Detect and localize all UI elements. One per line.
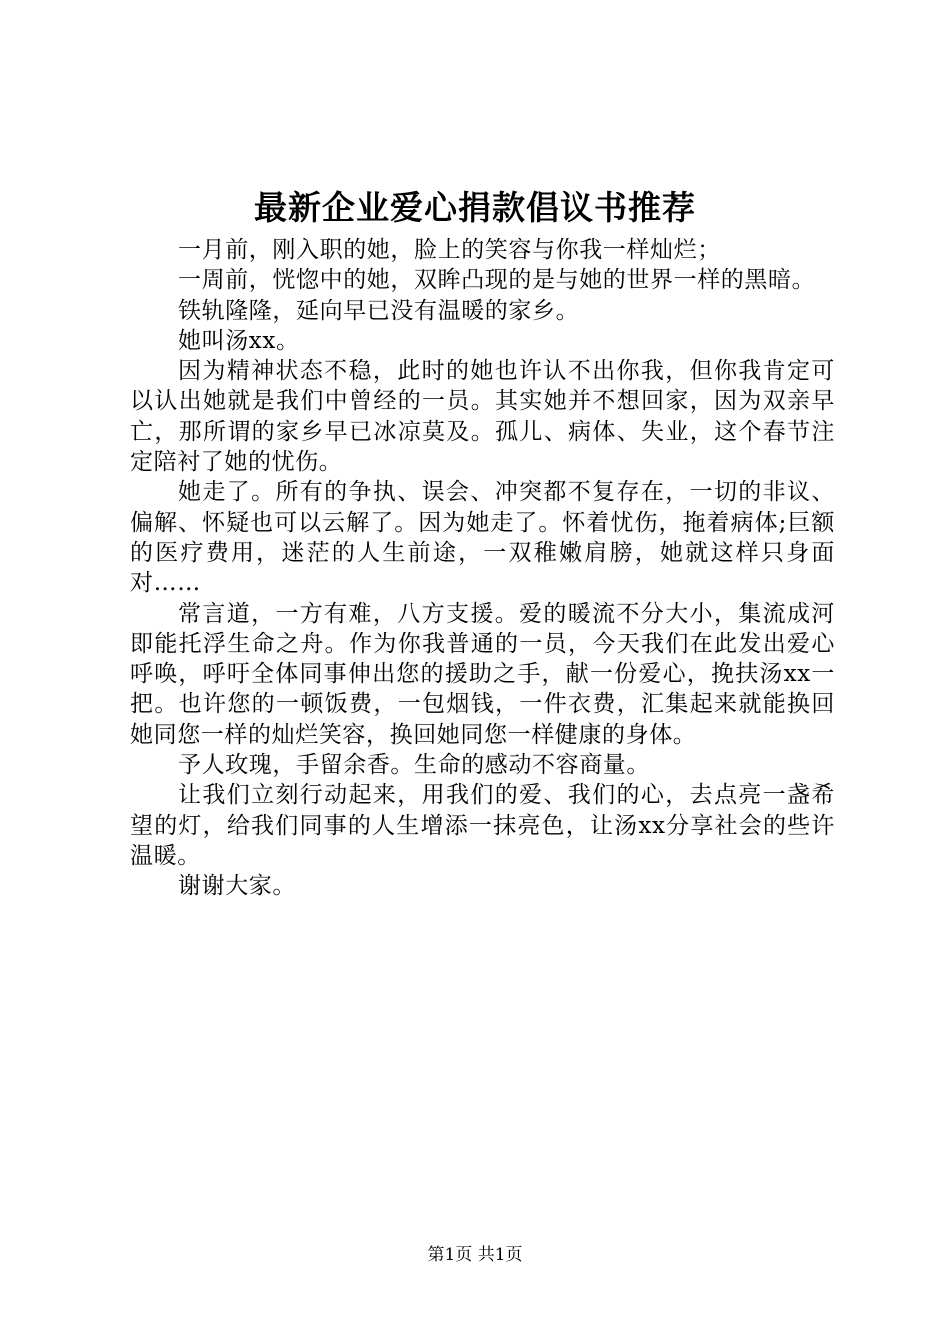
paragraph: 一月前，刚入职的她，脸上的笑容与你我一样灿烂；	[178, 237, 721, 263]
paragraph: 一周前，恍惚中的她，双眸凸现的是与她的世界一样的黑暗。	[178, 267, 816, 294]
paragraph: 常言道，一方有难，八方支援。爱的暖流不分大小，集流成河即能托浮生命之舟。作为你我普通的一员，今天我们在此发出爱心呼唤，呼吁全体同事伸出您的援助之手，献一份爱心，挽扶汤xx一把。也许您的一顿饭费，一包烟钱，一件衣费，汇集起来就能换回她同您一样的灿烂笑容，换回她同您一样健康的身体。	[130, 600, 835, 748]
document-body	[130, 235, 835, 902]
paragraph: 让我们立刻行动起来，用我们的爱、我们的心，去点亮一盏希望的灯，给我们同事的人生增添一抹亮色，让汤xx分享社会的些许温暖。	[130, 782, 835, 869]
page-number-footer: 第1页 共1页	[427, 1245, 523, 1265]
document-title: 最新企业爱心捐款倡议书推荐	[254, 188, 696, 227]
paragraph: 谢谢大家。	[178, 873, 296, 900]
paragraph: 因为精神状态不稳，此时的她也许认不出你我，但你我肯定可以认出她就是我们中曾经的一员。其实她并不想回家，因为双亲早亡，那所谓的家乡早已冰凉莫及。孤儿、病体、失业，这个春节注定陪衬了她的忧伤。	[130, 358, 835, 476]
paragraph: 予人玫瑰，手留余香。生命的感动不容商量。	[178, 752, 650, 779]
paragraph: 铁轨隆隆，延向早已没有温暖的家乡。	[178, 297, 580, 324]
paragraph: 她叫汤xx。	[178, 327, 300, 354]
paragraph: 她走了。所有的争执、误会、冲突都不复存在，一切的非议、偏解、怀疑也可以云解了。因为她走了。怀着忧伤，拖着病体;巨额的医疗费用，迷茫的人生前途，一双稚嫩肩膀，她就这样只身面对……	[130, 479, 835, 597]
